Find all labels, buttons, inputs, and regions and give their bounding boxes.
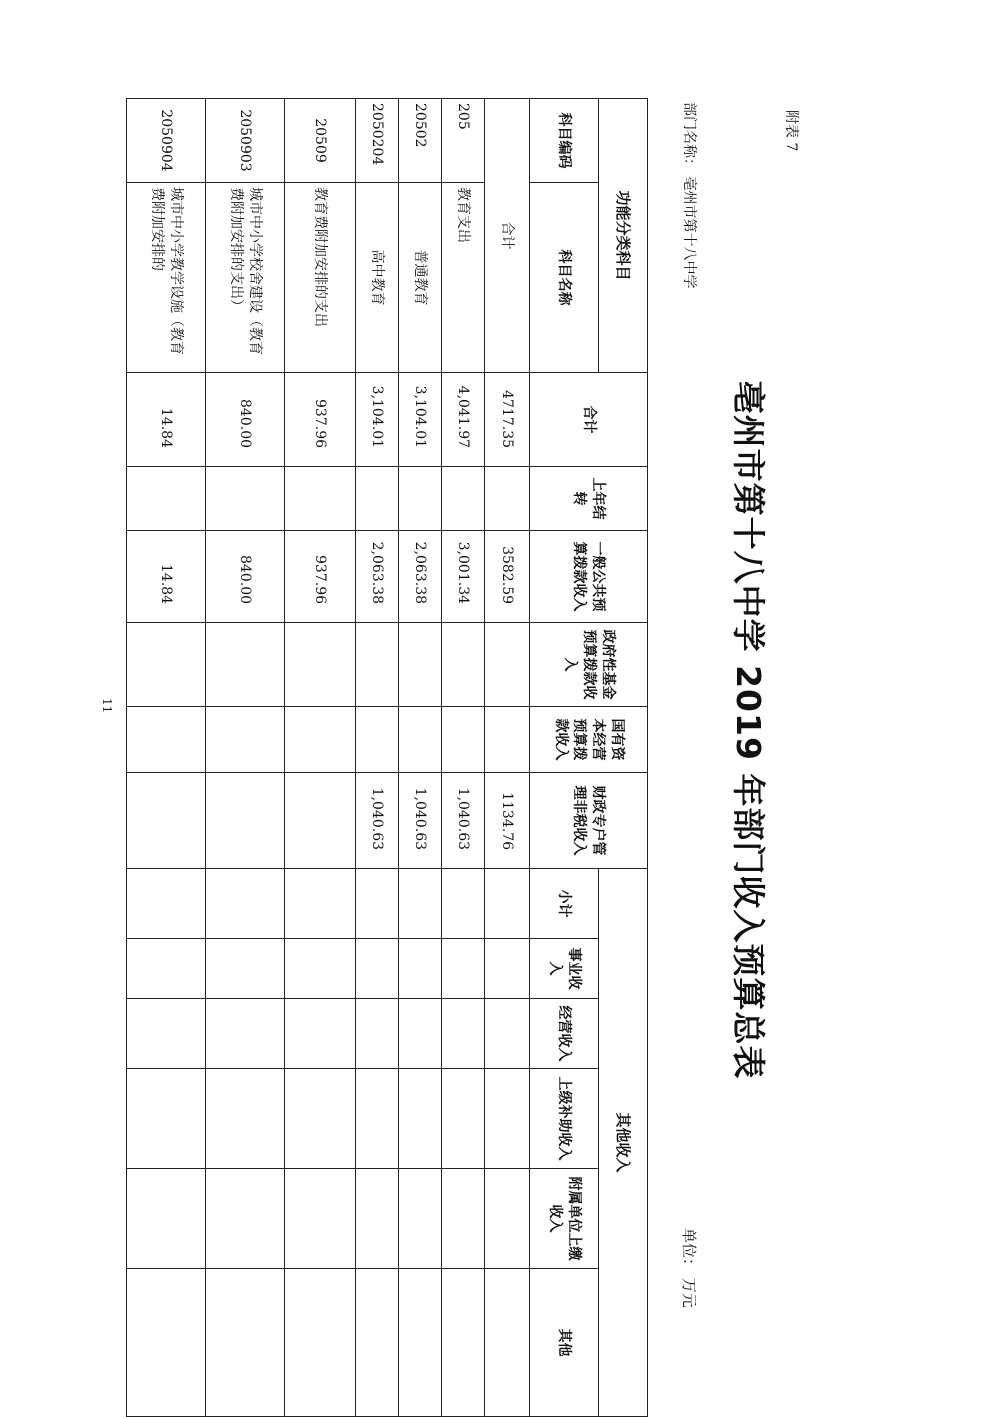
row-special-account <box>285 773 356 869</box>
department-name: 亳州市第十八中学 <box>681 176 697 289</box>
row-code: 2050204 <box>356 99 399 183</box>
header-special-account: 财政专户管理非税收入 <box>530 773 648 869</box>
header-carryover: 上年结转 <box>530 467 648 531</box>
row-code: 20509 <box>285 99 356 183</box>
row-code: 205 <box>442 99 485 183</box>
header-total: 合计 <box>530 373 648 467</box>
row-special-account: 1,040.63 <box>442 773 485 869</box>
header-subject-code: 科目编码 <box>530 99 599 183</box>
header-business-income: 事业收入 <box>530 939 599 999</box>
header-superior-subsidy: 上级补助收入 <box>530 1069 599 1169</box>
row-code: 20502 <box>399 99 442 183</box>
table-row <box>285 99 356 1417</box>
row-total: 3,104.01 <box>356 373 399 467</box>
table-row <box>442 99 485 1417</box>
appendix-label: 附表 7 <box>783 110 799 152</box>
row-special-account: 1,040.63 <box>399 773 442 869</box>
header-operating-income: 经营收入 <box>530 999 599 1069</box>
row-general-budget: 937.96 <box>285 531 356 623</box>
row-total: 3,104.01 <box>399 373 442 467</box>
row-general-budget: 2,063.38 <box>356 531 399 623</box>
total-row-total: 4717.35 <box>485 373 530 467</box>
row-special-account: 1,040.63 <box>356 773 399 869</box>
page-title: 亳州市第十八中学 2019 年部门收入预算总表 <box>729 380 768 1080</box>
row-name: 教育支出 <box>442 183 485 373</box>
budget-table <box>126 98 648 1417</box>
header-functional-category: 功能分类科目 <box>599 99 648 373</box>
header-other: 其他 <box>530 1269 599 1417</box>
row-name: 城市中小学教学设施（教育费附加安排的 <box>127 183 206 373</box>
table-row <box>127 99 206 1417</box>
row-special-account <box>127 773 206 869</box>
header-row-1 <box>599 99 648 1417</box>
row-general-budget: 840.00 <box>206 531 285 623</box>
row-code: 2050904 <box>127 99 206 183</box>
header-state-capital: 国有资本经营预算拨款收入 <box>530 707 648 773</box>
header-general-budget: 一般公共预算拨款收入 <box>530 531 648 623</box>
total-row-special-account: 1134.76 <box>485 773 530 869</box>
table-row <box>206 99 285 1417</box>
header-other-income-group: 其他收入 <box>599 869 648 1417</box>
row-name: 城市中小学校舍建设（教育费附加安排的支出） <box>206 183 285 373</box>
unit-label: 单位： 万元 <box>680 1228 698 1308</box>
department-label: 部门名称： <box>681 102 697 172</box>
department-line <box>680 102 700 288</box>
header-subject-name: 科目名称 <box>530 183 599 373</box>
row-name: 高中教育 <box>356 183 399 373</box>
row-name: 教育费附加安排的支出 <box>285 183 356 373</box>
row-total: 937.96 <box>285 373 356 467</box>
header-affiliated-income: 附属单位上缴收入 <box>530 1169 599 1269</box>
table-row <box>399 99 442 1417</box>
header-gov-fund: 政府性基金预算拨款收入 <box>530 623 648 707</box>
table-row <box>356 99 399 1417</box>
header-subtotal: 小计 <box>530 869 599 939</box>
total-row <box>485 99 530 1417</box>
row-special-account <box>206 773 285 869</box>
row-general-budget: 3,001.34 <box>442 531 485 623</box>
total-row-label: 合计 <box>485 99 530 373</box>
row-total: 4,041.97 <box>442 373 485 467</box>
row-general-budget: 14.84 <box>127 531 206 623</box>
page-number: 11 <box>100 698 114 714</box>
row-total: 840.00 <box>206 373 285 467</box>
row-general-budget: 2,063.38 <box>399 531 442 623</box>
row-total: 14.84 <box>127 373 206 467</box>
row-name: 普通教育 <box>399 183 442 373</box>
row-code: 2050903 <box>206 99 285 183</box>
total-row-general-budget: 3582.59 <box>485 531 530 623</box>
